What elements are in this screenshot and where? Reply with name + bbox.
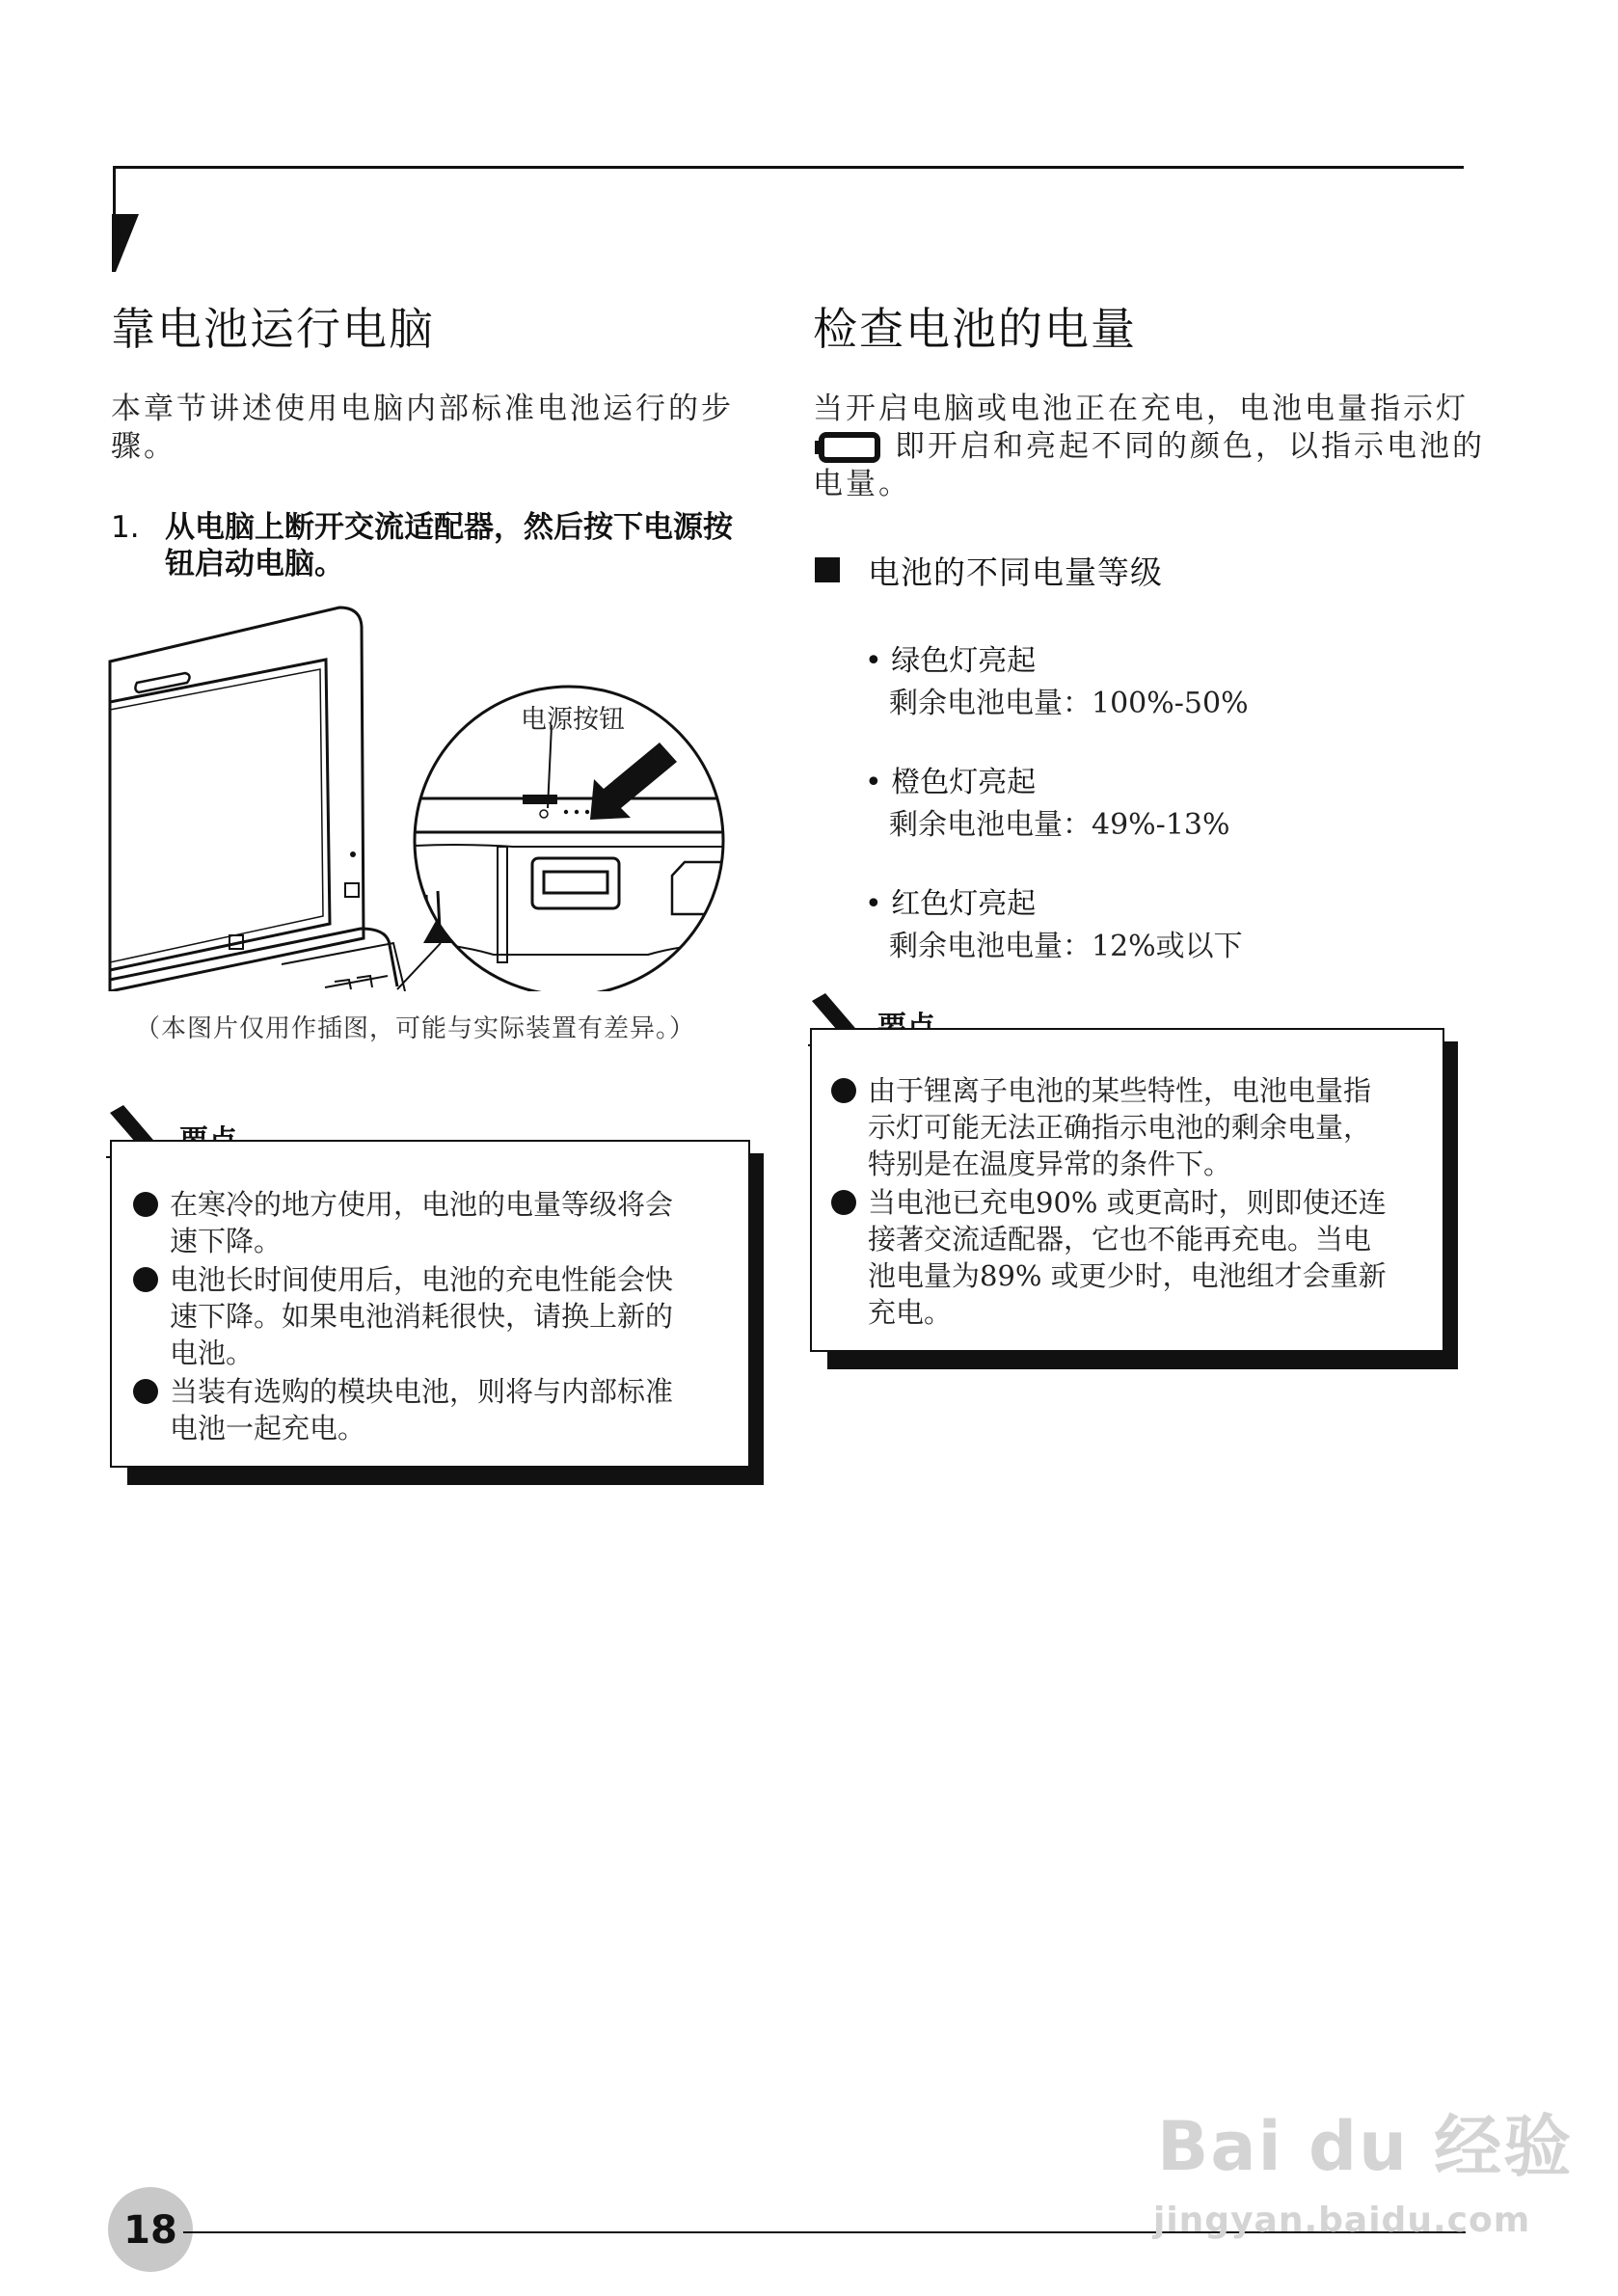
level-orange-value: 剩余电池电量：49%-13% (889, 808, 1230, 842)
bullet-dot (133, 1267, 158, 1292)
right-intro-line-1: 当开启电脑或电池正在充电，电池电量指示灯 (813, 392, 1469, 426)
section-title-check-battery: 检查电池的电量 (813, 303, 1137, 355)
right-intro-line-3: 电量。 (813, 467, 911, 501)
laptop-illustration (108, 606, 744, 991)
step-line-2: 钮启动电脑。 (165, 547, 344, 581)
left-intro-line-2: 骤。 (111, 429, 176, 464)
left-note-item-2: 电池长时间使用后，电池的充电性能会快 速下降。如果电池消耗很快，请换上新的 电池。 (133, 1261, 750, 1375)
step-line-1: 从电脑上断开交流适配器，然后按下电源按 (165, 510, 733, 545)
right-note-item-1: 由于锂离子电池的某些特性，电池电量指 示灯可能无法正确指示电池的剩余电量， 特别是在温度异常的条件下。 (831, 1072, 1444, 1186)
bullet-dot (831, 1190, 856, 1215)
page-number: 18 (123, 2208, 177, 2253)
left-note-item-3: 当装有选购的模块电池，则将与内部标准 电池一起充电。 (133, 1373, 750, 1450)
right-note-item-2: 当电池已充电90% 或更高时，则即使还连 接著交流适配器，它也不能再充电。当电 池电量为89% 或更少时，电池组才会重新 充电。 (831, 1184, 1444, 1335)
step-number: 1. (111, 510, 140, 545)
bullet-dot (133, 1192, 158, 1217)
figure-caption: （本图片仅用作插图，可能与实际装置有差异。） (135, 1014, 696, 1043)
level-red-value: 剩余电池电量：12%或以下 (889, 930, 1243, 963)
subhead-square-bullet (815, 557, 840, 582)
level-green-name: • 绿色灯亮起 (865, 644, 1037, 678)
battery-icon (813, 432, 882, 463)
bullet-dot (831, 1078, 856, 1103)
subhead-battery-levels: 电池的不同电量等级 (868, 554, 1163, 591)
bullet-dot (133, 1379, 158, 1404)
corner-tab-marker (112, 214, 141, 274)
right-intro-line-2: 即开启和亮起不同的颜色，以指示电池的 (895, 429, 1485, 464)
top-rule (114, 166, 1464, 169)
watermark-url: jingyan.baidu.com (1153, 2201, 1531, 2240)
level-red-name: • 红色灯亮起 (865, 887, 1037, 921)
step-1 (111, 509, 767, 586)
power-button-callout-label: 电源按钮 (521, 705, 625, 735)
section-title-run-on-battery: 靠电池运行电脑 (111, 303, 435, 355)
watermark-brand: Bai du 经验 (1157, 2107, 1574, 2186)
left-note-item-1: 在寒冷的地方使用，电池的电量等级将会 速下降。 (133, 1186, 750, 1263)
left-intro-line-1: 本章节讲述使用电脑内部标准电池运行的步 (111, 392, 734, 426)
level-orange-name: • 橙色灯亮起 (865, 766, 1037, 799)
level-green-value: 剩余电池电量：100%-50% (889, 687, 1249, 720)
